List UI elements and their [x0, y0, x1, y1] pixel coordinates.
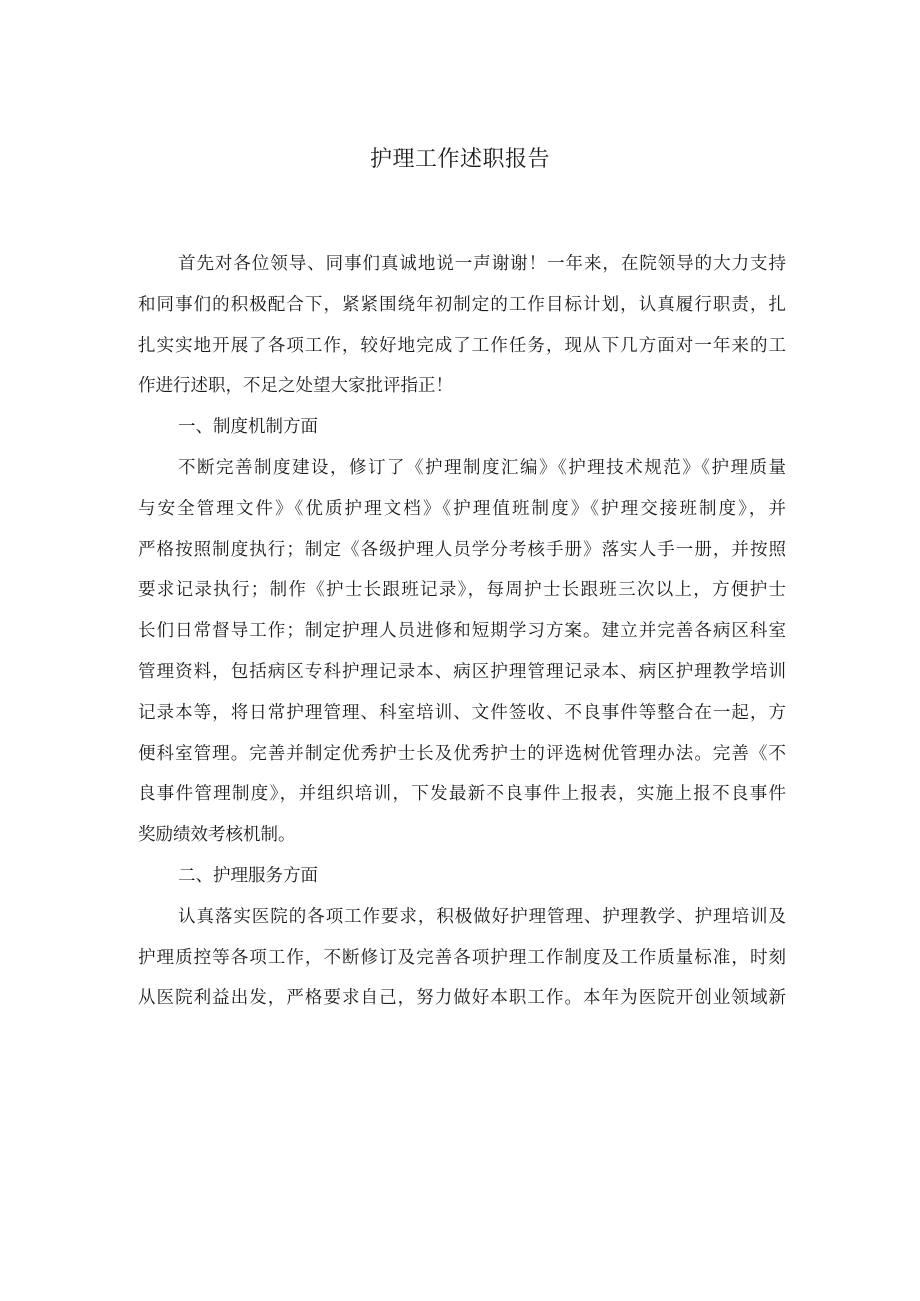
- text-line: 首先对各位领导、同事们真诚地说一声谢谢！一年来，在院领导的大力支持: [178, 254, 786, 274]
- text-line: 护理质控等各项工作，不断修订及完善各项护理工作制度及工作质量标准，时刻: [138, 947, 786, 968]
- text-line: 与安全管理文件》《优质护理文档》《护理值班制度》《护理交接班制度》，并: [138, 498, 786, 519]
- text-line: 便科室管理。完善并制定优秀护士长及优秀护士的评选树优管理办法。完善《不: [138, 743, 786, 764]
- text-line: 严格按照制度执行；制定《各级护理人员学分考核手册》落实人手一册，并按照: [138, 539, 786, 560]
- text-line: 管理资料，包括病区专科护理记录本、病区护理管理记录本、病区护理教学培训: [138, 661, 786, 682]
- text-line: 良事件管理制度》，并组织培训，下发最新不良事件上报表，实施上报不良事件: [138, 784, 786, 805]
- text-line: 从医院利益出发，严格要求自己，努力做好本职工作。本年为医院开创业领域新: [138, 988, 786, 1009]
- text-line: 二、护理服务方面: [178, 865, 318, 886]
- document-title: 护理工作述职报告: [369, 147, 550, 172]
- text-line: 作进行述职，不足之处望大家批评指正！: [138, 376, 453, 397]
- text-line: 要求记录执行；制作《护士长跟班记录》，每周护士长跟班三次以上，方便护士: [138, 580, 786, 601]
- text-line: 认真落实医院的各项工作要求，积极做好护理管理、护理教学、护理培训及: [178, 906, 786, 927]
- text-line: 长们日常督导工作；制定护理人员进修和短期学习方案。建立并完善各病区科室: [138, 621, 786, 642]
- text-line: 扎实实地开展了各项工作，较好地完成了工作任务，现从下几方面对一年来的工: [138, 335, 786, 356]
- text-line: 和同事们的积极配合下，紧紧围绕年初制定的工作目标计划，认真履行职责，扎: [138, 294, 786, 315]
- text-line: 一、制度机制方面: [178, 417, 318, 438]
- text-line: 记录本等，将日常护理管理、科室培训、文件签收、不良事件等整合在一起，方: [138, 702, 786, 723]
- text-line: 不断完善制度建设，修订了《护理制度汇编》《护理技术规范》《护理质量: [178, 457, 786, 478]
- text-line: 奖励绩效考核机制。: [138, 825, 296, 846]
- document-body: [138, 244, 786, 1019]
